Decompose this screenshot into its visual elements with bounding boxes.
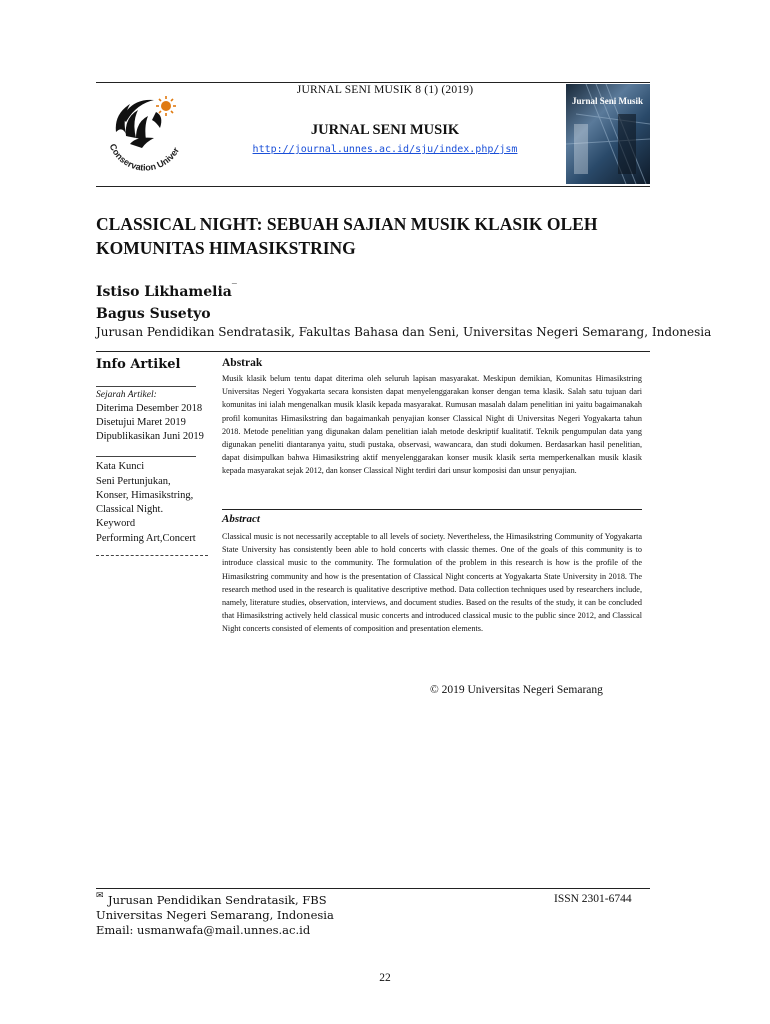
footer-rule (96, 888, 650, 889)
article-history-label: Sejarah Artikel: (96, 390, 157, 400)
keyword-label: Keyword (96, 518, 136, 529)
approved-date: Disetujui Maret 2019 (96, 417, 186, 428)
info-divider-2 (96, 456, 196, 457)
keywords-id-line-3: Classical Night. (96, 504, 164, 515)
received-date: Diterima Desember 2018 (96, 403, 203, 414)
keywords-id-line-1: Seni Pertunjukan, (96, 476, 171, 487)
page-number: 22 (379, 972, 391, 984)
header-top-rule (96, 82, 650, 83)
article-title: CLASSICAL NIGHT: SEBUAH SAJIAN MUSIK KLASIK OLEH KOMUNITAS HIMASIKSTRING (96, 214, 598, 258)
abstrak-heading: Abstrak (222, 357, 263, 369)
title-bottom-rule (96, 351, 650, 352)
mail-icon: ✉ (96, 890, 104, 900)
correspondence-email[interactable]: Email: usmanwafa@mail.unnes.ac.id (96, 923, 311, 937)
author-mark: ‾ (231, 283, 237, 294)
cover-title: Jurnal Seni Musik (572, 96, 644, 106)
journal-cover-image (566, 84, 650, 184)
abstrak-divider (222, 509, 642, 510)
svg-text:Conservation University: Conservation Univer (107, 142, 182, 173)
journal-issue-line: JURNAL SENI MUSIK 8 (1) (2019) (296, 84, 474, 96)
issn-number: ISSN 2301-6744 (554, 893, 632, 905)
author-affiliation: Jurusan Pendidikan Sendratasik, Fakultas Bahasa dan Seni, Universitas Negeri Semarang, Indonesia (96, 325, 712, 339)
journal-url-link[interactable]: http://journal.unnes.ac.id/sju/index.php/jsm (252, 144, 518, 155)
abstract-heading: Abstract (222, 513, 260, 525)
header-bottom-rule (96, 186, 650, 187)
info-artikel-heading: Info Artikel (96, 357, 181, 372)
keywords-id-line-2: Konser, Himasikstring, (96, 490, 194, 501)
keywords-label: Kata Kunci (96, 461, 145, 472)
correspondence-university: Universitas Negeri Semarang, Indonesia (96, 908, 334, 922)
university-logo-icon (96, 88, 192, 184)
abstract-paragraph: Classical music is not necessarily acceptable to all levels of society. Nevertheless, the Himasikstring Community of Yogyakarta State University has consistently been able to hold concerts with classic themes. One of the goals of this community is to introduce classical music to the community. The formulation of the problem in this research is how is the profile of the Himasikstring community and how is the presentation of Classical Night concerts at Yogyakarta State University in 2018. The research method used in the research is qualitative descriptive method. Data collection techniques used by researchers include, namely, literature studies, observation, interviews, and document studies. Based on the results of the study, it can be concluded that Himasikstring actively held classical music concerts and introduced classical music to the public since 2012, and Classical Night concerts consisted of elements of composition and presentation elements. (222, 532, 642, 634)
keywords-en: Performing Art,Concert (96, 533, 196, 544)
correspondence-department: Jurusan Pendidikan Sendratasik, FBS (108, 893, 327, 907)
author-name-2: Bagus Susetyo (96, 306, 211, 322)
author-name-1: Istiso Likhamelia‾ (96, 283, 237, 300)
info-divider-1 (96, 386, 196, 387)
info-divider-3 (96, 555, 208, 556)
published-date: Dipublikasikan Juni 2019 (96, 431, 204, 442)
journal-title: JURNAL SENI MUSIK (310, 122, 460, 138)
university-logo (96, 88, 192, 184)
copyright-notice: © 2019 Universitas Negeri Semarang (430, 684, 603, 696)
abstrak-paragraph: Musik klasik belum tentu dapat diterima oleh seluruh lapisan masyarakat. Meskipun demikian, Komunitas Himasikstring Universitas Negeri Yogyakarta secara konsisten dapat menyelenggarakan konser dengan tema klasik. Salah satu tujuan dari komunitas ini ialah mengenalkan musik klasik kepada masyarakat. Rumusan masalah dalam penelitian ini yaitu bagaimanakah profil komunitas Himasikstring dan bagaimankah penyajian konser Classical Night di Universitas Negeri Yogyakarta tahun 2018. Metode penelitian yang digunakan dalam penelitian ialah metode deskriptif kualitatif. Teknik pengumpulan data yang digunakan peneliti diantaranya yaitu, studi pustaka, observasi, wawancara, dan studi dokumen. Berdasarkan hasil penelitian, dapat disimpulkan bahwa Himasikstring aktif menyelenggarakan konser musik klasik serta memperkenalkan musik klasik kepada masyarakat sejak 2012, dan konser Classical Night terdiri dari unsur komposisi dan unsur penyajian. (222, 374, 642, 476)
